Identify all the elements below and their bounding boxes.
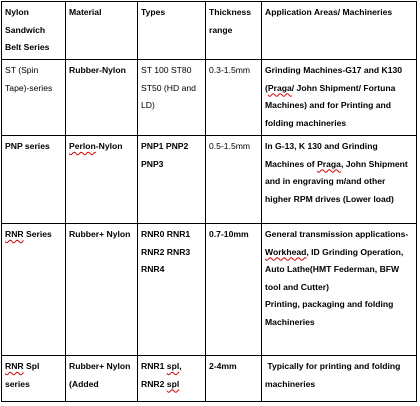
thickness-cell [206, 224, 262, 356]
spellcheck-flagged-word: Perlon [69, 141, 96, 151]
thickness-text: 0.5-1.5mm [209, 141, 251, 151]
spellcheck-flagged-word: RNR [5, 361, 24, 371]
header-thickness-text: Thickness range [209, 7, 254, 35]
series-cell [2, 356, 66, 402]
header-cell-thickness [206, 2, 262, 60]
table-row [2, 60, 417, 136]
header-applications-text: Application Areas/ Machineries [265, 7, 393, 17]
types-text: RNR1 spl, RNR2 spl [141, 361, 184, 389]
spellcheck-flagged-word: Praga [267, 82, 292, 93]
applications-cell [262, 224, 417, 356]
header-cell-applications [262, 2, 417, 60]
header-row [2, 2, 417, 60]
header-cell-material [66, 2, 138, 60]
types-text: RNR0 RNR1 RNR2 RNR3 RNR4 [141, 229, 193, 275]
series-text: RNR Spl series [5, 361, 42, 389]
series-text: RNR Series [5, 229, 52, 239]
spellcheck-flagged-word: RNR [5, 229, 24, 239]
series-text: PNP series [5, 141, 50, 151]
header-series-text: Nylon Sandwich Belt Series [5, 7, 50, 53]
table-row [2, 136, 417, 224]
series-cell [2, 60, 66, 136]
series-cell [2, 224, 66, 356]
applications-text: General transmission applications- Workhead, ID Grinding Operation, Auto Lathe(HMT Federman, BFW tool and Cutter) Printing, packaging and folding Machineries [265, 229, 411, 327]
types-text: ST 100 ST80 ST50 (HD and LD) [141, 65, 199, 111]
thickness-cell [206, 356, 262, 402]
material-cell [66, 60, 138, 136]
applications-cell [262, 356, 417, 402]
header-cell-series [2, 2, 66, 60]
spellcheck-flagged-word: spl [166, 361, 180, 371]
applications-text: Grinding Machines-G17 and K130 (Praga/ John Shipment/ Fortuna Machines) and for Printing and folding machineries [265, 65, 405, 128]
spellcheck-flagged-word: spl [166, 378, 180, 389]
material-cell [66, 356, 138, 402]
thickness-cell [206, 60, 262, 136]
applications-cell [262, 136, 417, 224]
belt-series-table [1, 1, 417, 402]
material-text: Perlon-Nylon [69, 141, 123, 151]
spellcheck-flagged-word: Praga [317, 158, 341, 169]
types-cell [138, 60, 206, 136]
thickness-text: 2-4mm [209, 361, 237, 371]
applications-text: In G-13, K 130 and Grinding Machines of Praga, John Shipment and in engraving m/and other higher RPM drives (Lower load) [265, 141, 413, 204]
applications-text: Typically for printing and folding machineries [265, 361, 403, 389]
series-text: ST (Spin Tape)-series [5, 65, 53, 93]
table-row [2, 356, 417, 402]
table-row [2, 224, 417, 356]
series-cell [2, 136, 66, 224]
header-material-text: Material [69, 7, 102, 17]
material-text: Rubber+ Nylon [69, 229, 131, 239]
types-cell [138, 356, 206, 402]
material-text: Rubber+ Nylon (Added [69, 361, 133, 389]
spellcheck-flagged-word: Workhead [265, 246, 307, 257]
header-cell-types [138, 2, 206, 60]
types-cell [138, 224, 206, 356]
material-cell [66, 136, 138, 224]
header-types-text: Types [141, 7, 166, 17]
material-text: Rubber-Nylon [69, 65, 126, 75]
thickness-text: 0.7-10mm [209, 229, 249, 239]
thickness-cell [206, 136, 262, 224]
applications-cell [262, 60, 417, 136]
material-cell [66, 224, 138, 356]
types-text: PNP1 PNP2 PNP3 [141, 141, 191, 169]
thickness-text: 0.3-1.5mm [209, 65, 251, 75]
types-cell [138, 136, 206, 224]
